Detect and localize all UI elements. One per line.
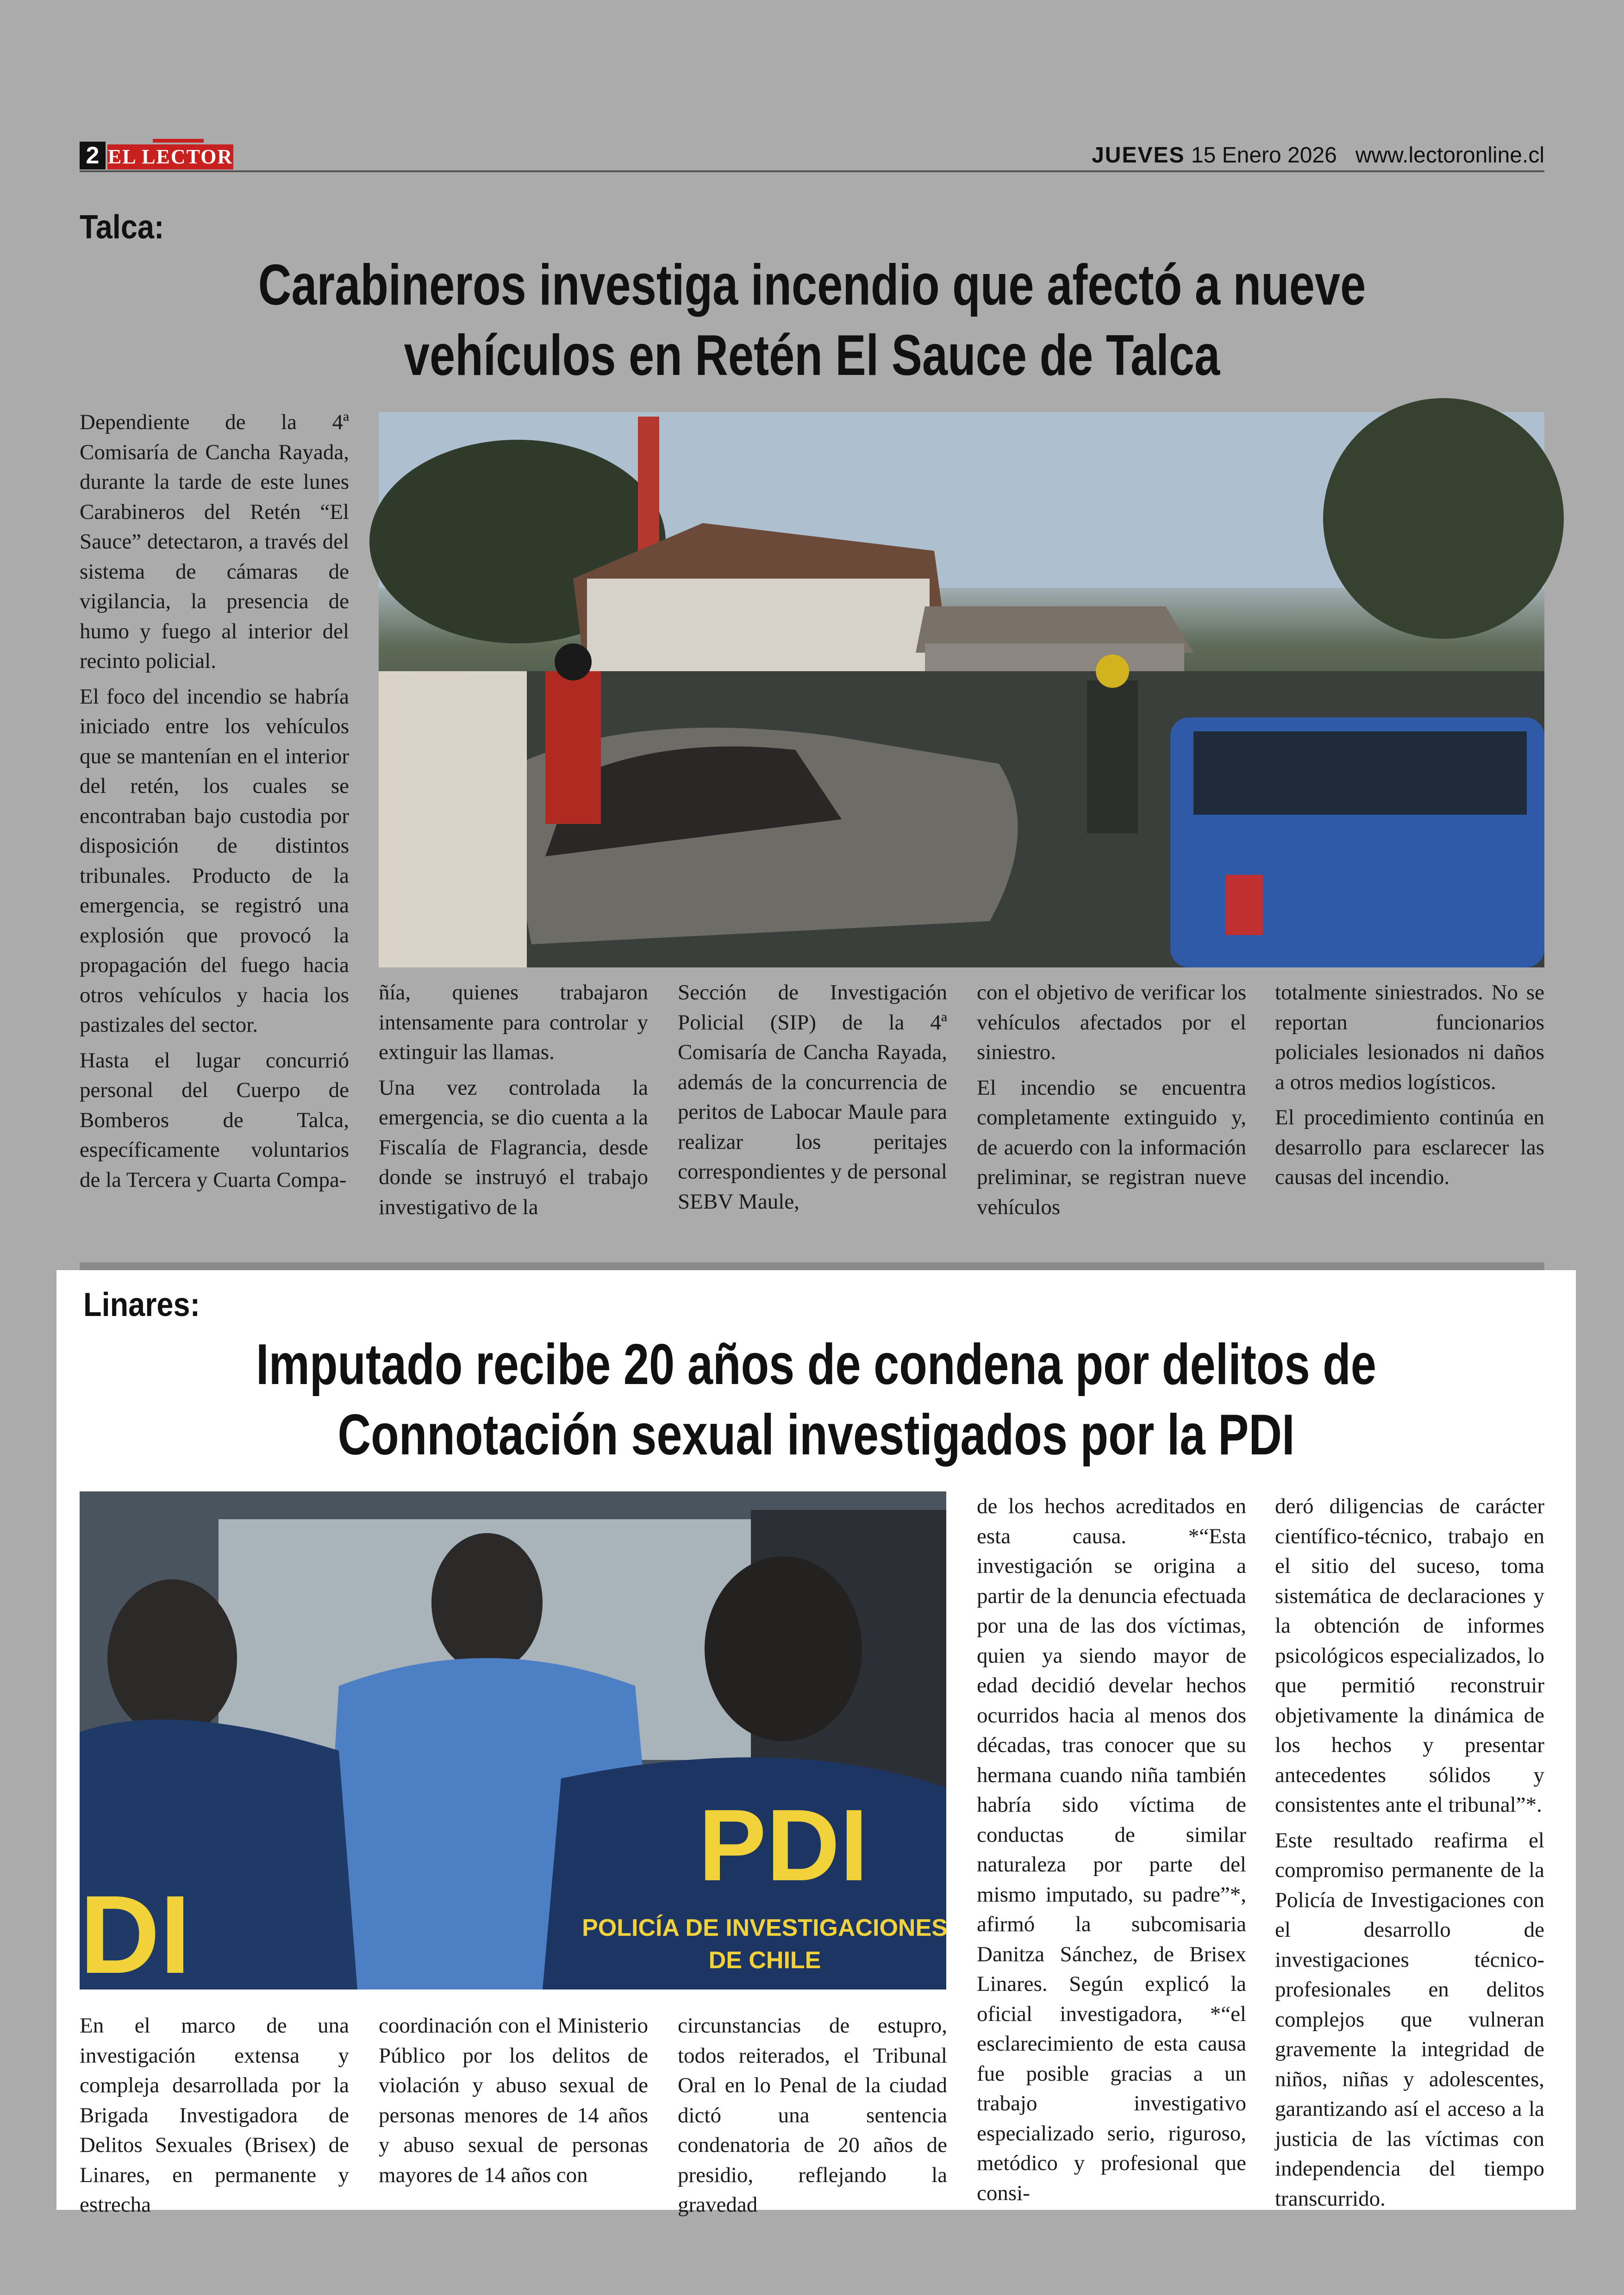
header-date: 15 Enero 2026 (1191, 143, 1337, 168)
header-website: www.lectoronline.cl (1355, 143, 1544, 168)
newspaper-logo: EL LECTOR (107, 144, 233, 169)
article1-paragraph: El foco del incendio se habría iniciado entre los vehículos que se mantenían en el interior del retén, los cuales se encontraban bajo custodia por disposición de distintos tribunales. Producto de la emergencia, se registró una explosión que provocó la propagación del fuego hacia otros vehículos y hacia los pastizales del sector. (80, 684, 349, 1037)
article2-column-2 (379, 2011, 648, 2196)
header-rule (80, 170, 1544, 172)
article2-headline-line1: Imputado recibe 20 años de condena por delitos de (256, 1333, 1376, 1397)
article1-column-1 (80, 407, 349, 1227)
article2-column-4 (977, 1491, 1246, 2205)
fire-scene-illustration (379, 412, 1544, 967)
article1-paragraph: Una vez controlada la emergencia, se dio cuenta a la Fiscalía de Flagrancia, desde donde se instruyó el trabajo investigativo de la (379, 1075, 648, 1219)
article1-paragraph: Hasta el lugar concurrió personal del Cuerpo de Bomberos de Talca, específicamente voluntarios de la Tercera y Cuarta Compa- (80, 1048, 349, 1192)
pdi-officers-illustration (80, 1491, 948, 1996)
article1-paragraph: El procedimiento continúa en desarrollo para esclarecer las causas del incendio. (1275, 1105, 1544, 1189)
photo-pdi-text: PDI (698, 1788, 868, 1902)
article1-column-3 (678, 978, 947, 1228)
article2-kicker: Linares: (83, 1286, 200, 1323)
article2-paragraph: de los hechos acreditados en esta causa. *“Esta investigación se origina a partir de la denuncia efectuada por una de las dos víctimas, quien ya siendo mayor de edad decidió develar hechos ocurridos hacia al menos dos décadas, tras conocer que su hermana cuando niña también habría sido víctima de conductas de similar naturaleza por parte del mismo imputado, su padre”*, afirmó la subcomisaria Danitza Sánchez, de Brisex Linares. Según explicó la oficial investigadora, *“el esclarecimiento de esta causa fue posible gracias a un trabajo investigativo especializado serio, riguroso, metódico y profesional que consi- (977, 1494, 1246, 2205)
article1-paragraph: ñía, quienes trabajaron intensamente para controlar y extinguir las llamas. (379, 980, 648, 1064)
article1-column-2 (379, 978, 648, 1228)
pdi-officers-photo (80, 1491, 948, 1996)
article1-column-5 (1275, 978, 1544, 1228)
article1-paragraph: El incendio se encuentra completamente extinguido y, de acuerdo con la información preliminar, se registran nueve vehículos (977, 1075, 1246, 1219)
article2-paragraph: Este resultado reafirma el compromiso permanente de la Policía de Investigaciones con el desarrollo de investigaciones técnico-profesionales en delitos complejos que vulneran gravemente la integridad de niños, niñas y adolescentes, garantizando así el acceso a la justicia de las víctimas con independencia del tiempo transcurrido. (1275, 1828, 1544, 2211)
article1-paragraph: totalmente siniestrados. No se reportan funcionarios policiales lesionados ni daños a otros medios logísticos. (1275, 980, 1544, 1094)
article1-kicker: Talca: (80, 209, 164, 246)
article2-paragraph: circunstancias de estupro, todos reiterados, el Tribunal Oral en lo Penal de la ciudad dictó una sentencia condenatoria de 20 años de presidio, reflejando la gravedad (678, 2014, 947, 2217)
article2-column-1 (80, 2011, 349, 2217)
header-dateline (880, 142, 1544, 169)
photo-agency-text-line2: DE CHILE (708, 1947, 821, 1974)
fire-scene-photo (379, 412, 1544, 967)
header-day: JUEVES (1092, 143, 1185, 168)
article1-headline-line2: vehículos en Retén El Sauce de Talca (404, 324, 1220, 387)
article2-paragraph: deró diligencias de carácter científico-técnico, trabajo en el sitio del suceso, toma sistemática de declaraciones y la obtención de informes psicológicos especializados, lo que permitió reconstruir objetivamente la dinámica de los hechos y presentar antecedentes sólidos y consistentes ante el tribunal”*. (1275, 1494, 1544, 1817)
page-number: 2 (80, 142, 106, 169)
article1-headline-line1: Carabineros investiga incendio que afectó a nueve (258, 253, 1366, 317)
article2-column-5 (1275, 1491, 1544, 2211)
photo-agency-text-line1: POLICÍA DE INVESTIGACIONES (582, 1915, 948, 1941)
article2-headline-line2: Connotación sexual investigados por la PDI (337, 1403, 1295, 1467)
photo-left-text: DI (80, 1872, 191, 1996)
article2-paragraph: coordinación con el Ministerio Público por los delitos de violación y abuso sexual de personas menores de 14 años y abuso sexual de personas mayores de 14 años con (379, 2014, 648, 2187)
article1-column-4 (977, 978, 1246, 1228)
article2-paragraph: En el marco de una investigación extensa y compleja desarrollada por la Brigada Investigadora de Delitos Sexuales (Brisex) de Linares, en permanente y estrecha (80, 2014, 349, 2217)
article1-paragraph: Sección de Investigación Policial (SIP) de la 4ª Comisaría de Cancha Rayada, además de la concurrencia de peritos de Labocar Maule para realizar los peritajes correspondientes y de personal SEBV Maule, (678, 980, 947, 1214)
article2-column-3 (678, 2011, 947, 2217)
article1-paragraph: con el objetivo de verificar los vehículos afectados por el siniestro. (977, 980, 1246, 1064)
logo-decoration (153, 139, 204, 143)
article1-paragraph: Dependiente de la 4ª Comisaría de Cancha Rayada, durante la tarde de este lunes Carabineros del Retén “El Sauce” detectaron, a través del sistema de cámaras de vigilancia, la presencia de humo y fuego al interior del recinto policial. (80, 410, 349, 673)
